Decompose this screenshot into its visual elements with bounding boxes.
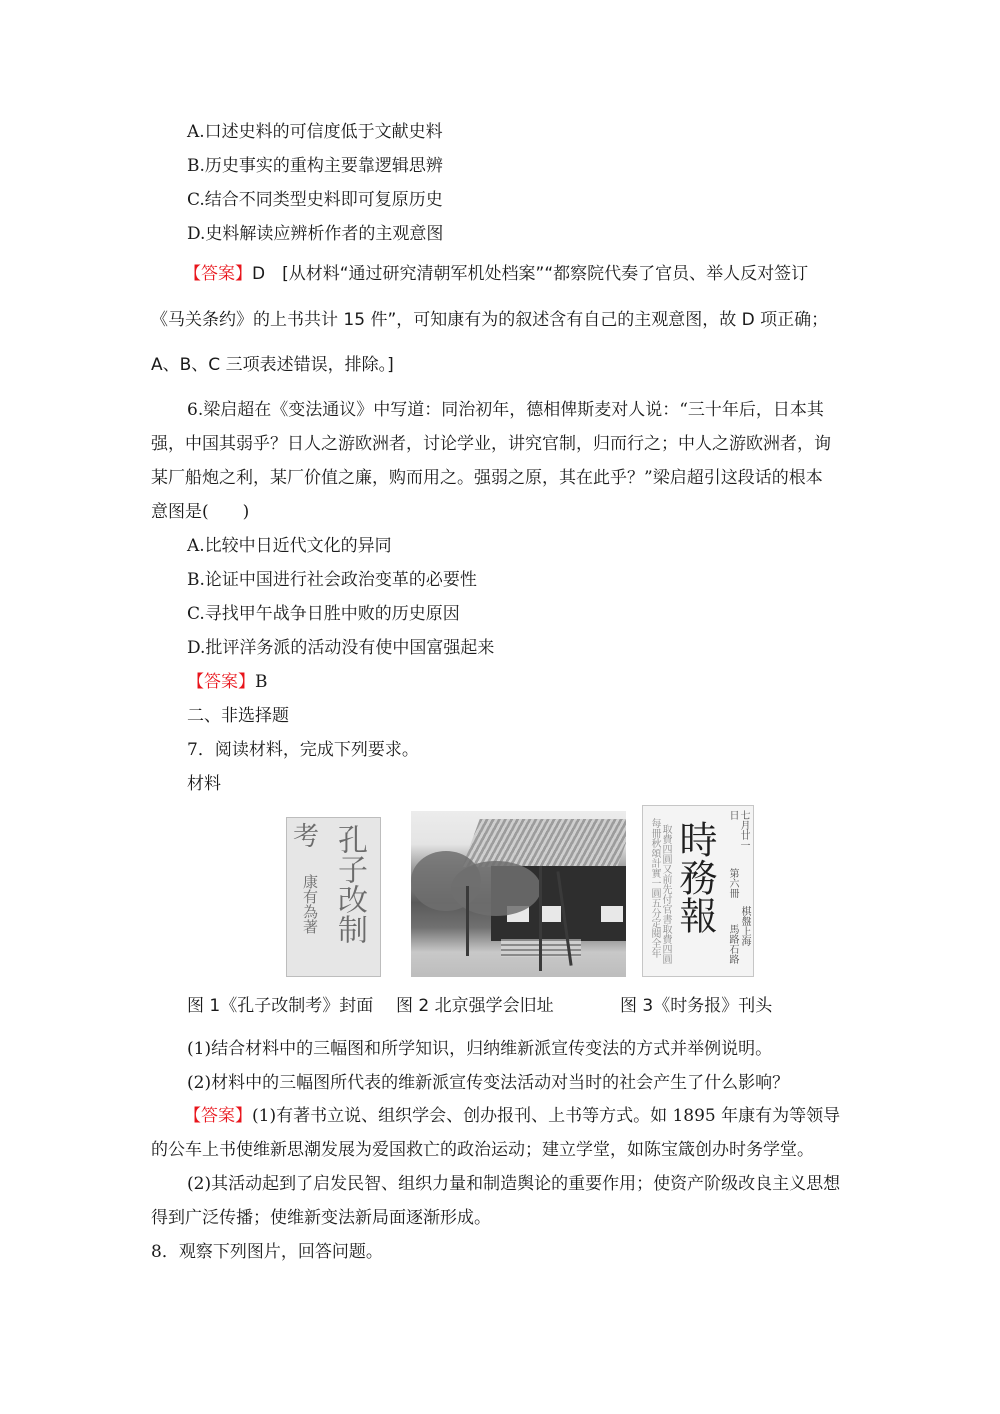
section-title: 二、非选择题 (187, 706, 289, 726)
figure-1-author: 康有為著 (301, 874, 319, 934)
q5-option-a: A.口述史料的可信度低于文献史料 (187, 122, 443, 142)
figure-3-date: 七月廿一日 (727, 810, 749, 850)
q8-stem: 8．观察下列图片，回答问题。 (151, 1242, 383, 1262)
q6-stem-line2: 强，中国其弱乎？日人之游欧洲者，讨论学业，讲究官制，归而行之；中人之游欧洲者，询 (151, 434, 831, 454)
q6-option-a: A.比较中日近代文化的异同 (187, 536, 392, 556)
q5-option-d: D.史料解读应辨析作者的主观意图 (187, 224, 444, 244)
q6-answer: 【答案】B (187, 672, 268, 692)
q6-stem-line4: 意图是( ) (151, 502, 250, 522)
q6-option-b: B.论证中国进行社会政治变革的必要性 (187, 570, 477, 590)
answer-tag: 【答案】 (184, 1106, 252, 1126)
figure-2-photo (411, 811, 626, 977)
q5-answer-line3: A、B、C 三项表述错误，排除。] (151, 355, 394, 375)
figure-3-title: 時務報 (673, 820, 717, 934)
q7-answer-line2: 的公车上书使维新思潮发展为爱国救亡的政治运动；建立学堂，如陈宝箴创办时务学堂。 (151, 1140, 814, 1160)
q7-stem: 7．阅读材料，完成下列要求。 (187, 740, 419, 760)
q7-answer-line1: 【答案】(1)有著书立说、组织学会、创办报刊、上书等方式。如 1895 年康有为等领导 (184, 1106, 841, 1126)
q7-answer-line4: 得到广泛传播；使维新变法新局面逐渐形成。 (151, 1208, 491, 1228)
q6-stem-line1: 6.梁启超在《变法通议》中写道：同治初年，德相俾斯麦对人说：“三十年后，日本其 (187, 400, 824, 420)
figure-2-caption: 图 2 北京强学会旧址 (396, 996, 554, 1016)
answer-tag: 【答案】 (187, 672, 255, 692)
q5-answer-line1: 【答案】D [从材料“通过研究清朝军机处档案”“都察院代奏了官员、举人反对签订 (184, 264, 809, 284)
q5-answer-line2: 《马关条约》的上书共计 15 件”，可知康有为的叙述含有自己的主观意图，故 D 项正确； (151, 310, 829, 330)
figure-1-title: 孔子改制 (332, 824, 367, 944)
answer-tag: 【答案】 (184, 264, 252, 284)
q7-material-label: 材料 (187, 774, 221, 794)
q6-stem-line3: 某厂船炮之利，某厂价值之廉，购而用之。强弱之原，其在此乎？”梁启超引这段话的根本 (151, 468, 823, 488)
figure-3-issue: 第六冊 (727, 868, 738, 898)
q5-option-b: B.历史事实的重构主要靠逻辑思辨 (187, 156, 443, 176)
figure-1-caption: 图 1《孔子改制考》封面 (187, 996, 374, 1016)
q7-question-2: (2)材料中的三幅图所代表的维新派宣传变法活动对当时的社会产生了什么影响？ (187, 1073, 790, 1093)
q7-question-1: (1)结合材料中的三幅图和所学知识，归纳维新派宣传变法的方式并举例说明。 (187, 1039, 773, 1059)
q5-option-c: C.结合不同类型史料即可复原历史 (187, 190, 443, 210)
figure-1-book-cover (286, 817, 381, 977)
q6-option-d: D.批评洋务派的活动没有使中国富强起来 (187, 638, 495, 658)
roof-shape (462, 819, 626, 867)
q6-option-c: C.寻找甲午战争日胜中败的历史原因 (187, 604, 460, 624)
q7-answer-line3: (2)其活动起到了启发民智、组织力量和制造舆论的重要作用；使资产阶级改良主义思想 (187, 1174, 841, 1194)
figure-3-newspaper-masthead: 時務報 每冊秋頌計實一圓五分定閱全年 取費四圓又前先付官書取費四圓 七月廿一日 第六冊 馬路石路 棋盤上海 (642, 805, 754, 977)
figure-1-side-char: 考 (293, 822, 320, 852)
figure-3-caption: 图 3《时务报》刊头 (620, 996, 773, 1016)
